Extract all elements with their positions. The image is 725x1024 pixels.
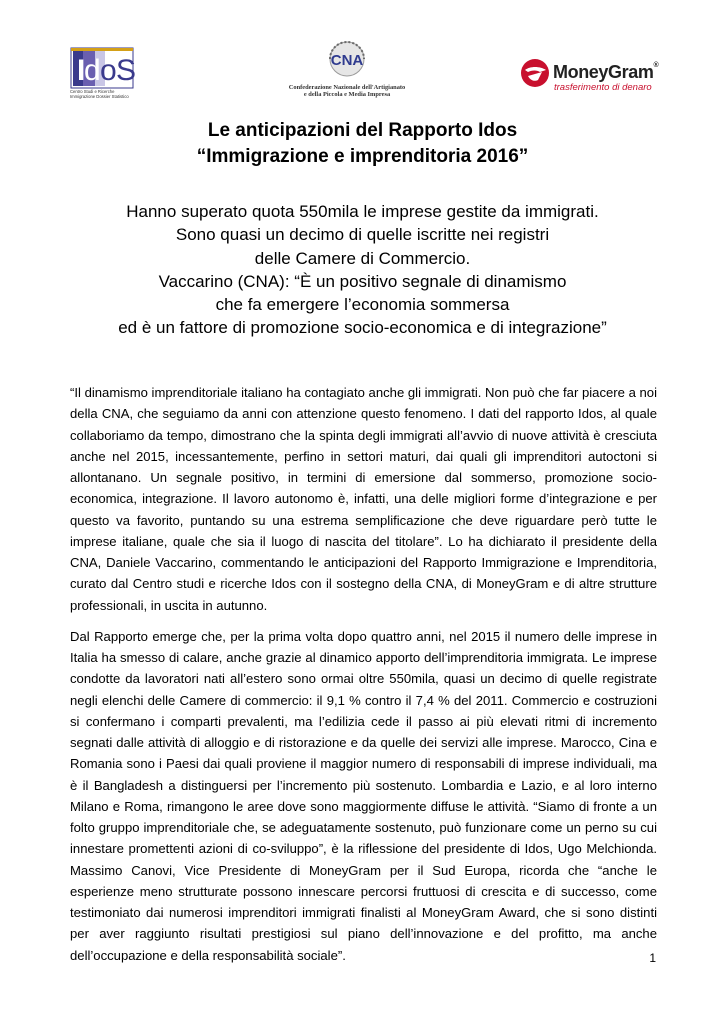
- page-number: 1: [649, 951, 656, 965]
- document-title: [60, 118, 665, 170]
- document-subtitle: [60, 200, 665, 340]
- registered-mark: ®: [653, 62, 659, 69]
- subtitle-line-5: che fa emergere l’economia sommersa: [215, 295, 510, 315]
- idos-caption-line-1: Centro Studi e Ricerche: [70, 89, 115, 94]
- cna-caption-line-2: e della Piccola e Media Impresa: [303, 91, 391, 98]
- cna-logo-mark: [323, 41, 371, 79]
- subtitle-line-3: delle Camere di Commercio.: [254, 248, 471, 268]
- moneygram-globe-icon: [520, 58, 550, 88]
- moneygram-tagline: trasferimento di denaro: [554, 82, 652, 93]
- paragraph-1: “Il dinamismo imprenditoriale italiano ha contagiato anche gli immigrati. Non può che far piacere a noi della CNA, che seguiamo da anni con attenzione questo fenomeno. I dati del rapporto Idos, al quale collaboriamo da tempo, dimostrano che la spinta degli immigrati all’avvio di nuove attività è cresciuta anche nel 2015, incessantemente, perfino in settori maturi, dai quali gli imprenditori autoctoni si allontanano. Un segnale positivo, in termini di emersione dal sommerso, promozione socio-economica, integrazione. Il lavoro autonomo è, infatti, una delle migliori forme d’integrazione e per questo va favorito, puntando su una estrema semplificazione che deve riguardare però tutte le imprese italiane, quale che sia il luogo di nascita del titolare”. Lo ha dichiarato il presidente della CNA, Daniele Vaccarino, commentando le anticipazioni del Rapporto Immigrazione e Imprenditoria, curato dal Centro studi e ricerche Idos con il sostegno della CNA, di MoneyGram e di altre strutture professionali, in uscita in autunno.: [70, 385, 657, 613]
- moneygram-logo: [520, 56, 660, 96]
- cna-logo: [272, 41, 422, 103]
- cna-mark-text: CNA: [330, 52, 364, 69]
- title-line-1: Le anticipazioni del Rapporto Idos: [207, 120, 518, 141]
- svg-text:o: o: [100, 54, 115, 87]
- body-text: [70, 382, 657, 976]
- idos-caption-line-2: Immigrazione Dossier Statistico: [70, 93, 129, 99]
- svg-text:d: d: [84, 54, 99, 87]
- logo-header: [0, 0, 725, 110]
- idos-logo-mark: [69, 46, 135, 90]
- moneygram-name: MoneyGram: [553, 62, 654, 82]
- svg-text:S: S: [116, 54, 135, 87]
- cna-caption-line-1: Confederazione Nazionale dell'Artigianato: [288, 84, 406, 91]
- paragraph-2: Dal Rapporto emerge che, per la prima volta dopo quattro anni, nel 2015 il numero delle imprese in Italia ha smesso di calare, anche grazie al dinamico apporto dell’imprenditoria immigrata. Le imprese condotte da lavoratori nati all’estero sono ormai oltre 550mila, quasi un decimo di quelle registrate negli elenchi delle Camere di commercio: il 9,1 % contro il 7,4 % del 2011. Commercio e costruzioni si confermano i comparti prevalenti, ma l’edilizia cede il passo ai più elevati ritmi di incremento segnati dalle attività di alloggio e di ristorazione e da quelle dei servizi alle imprese. Marocco, Cina e Romania sono i Paesi dai quali proviene il maggior numero di responsabili di imprese individuali, ma è il Bangladesh a distinguersi per l’incremento più sostenuto. Lombardia e Lazio, e al loro interno Milano e Roma, rimangono le aree dove sono maggiormente diffuse le attività. “Siamo di fronte a un folto gruppo imprenditoriale che, se adeguatamente sostenuto, può funzionare come un perno su cui innestare promettenti azioni di co-sviluppo”, è la riflessione del presidente di Idos, Ugo Melchionda. Massimo Canovi, Vice Presidente di MoneyGram per il Sud Europa, ricorda che “anche le esperienze meno strutturate possono innescare percorsi fruttuosi di crescita e di successo, come testimoniato dai numerosi imprenditori immigrati finalisti al MoneyGram Award, che si sono distinti per aver raggiunto risultati prestigiosi sul piano dell’innovazione e del profitto, ma anche dell’occupazione e della responsabilità sociale”.: [70, 628, 657, 963]
- subtitle-line-1: Hanno superato quota 550mila le imprese gestite da immigrati.: [126, 202, 599, 221]
- subtitle-line-6: ed è un fattore di promozione socio-economica e di integrazione”: [118, 318, 607, 338]
- title-line-2: “Immigrazione e imprenditoria 2016”: [196, 146, 529, 167]
- subtitle-line-2: Sono quasi un decimo di quelle iscritte nei registri: [175, 225, 550, 245]
- subtitle-line-4: Vaccarino (CNA): “È un positivo segnale di dinamismo: [158, 271, 567, 291]
- idos-logo: [69, 46, 135, 104]
- svg-text:I: I: [77, 54, 85, 87]
